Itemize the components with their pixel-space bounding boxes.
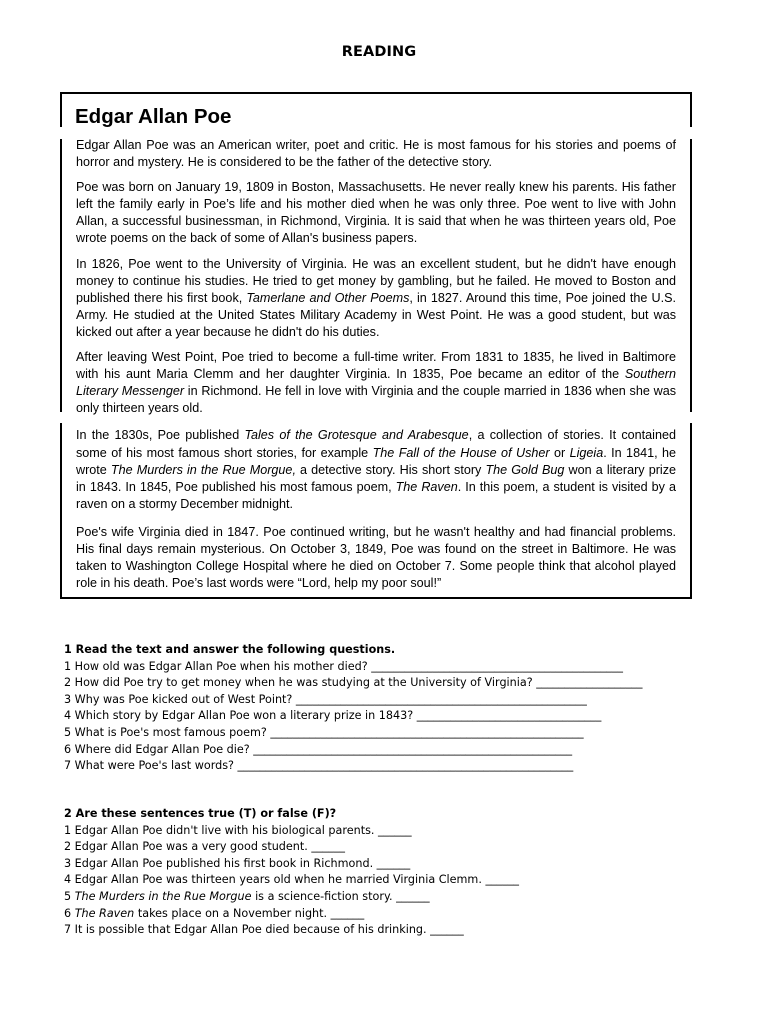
exercise-2-heading: 2 Are these sentences true (T) or false (F)? [64,807,337,820]
statement-1: 1 Edgar Allan Poe didn't live with his biological parents. ______ [64,823,412,837]
box-border-top [60,92,692,94]
question-7: 7 What were Poe's last words? ____________________________________________________________ [64,759,574,773]
statement-3: 3 Edgar Allan Poe published his first book in Richmond. ______ [64,856,411,870]
statement-5: 5 The Murders in the Rue Morgue is a science-fiction story. ______ [64,889,430,903]
exercise-2 [64,806,704,939]
question-5: 5 What is Poe's most famous poem? ________________________________________________________ [64,725,584,739]
article-title: Edgar Allan Poe [75,105,232,128]
statement-6: 6 The Raven takes place on a November night. ______ [64,906,365,920]
question-6: 6 Where did Edgar Allan Poe die? _________________________________________________________ [64,742,573,756]
paragraph-early-life: Poe was born on January 19, 1809 in Boston, Massachusetts. He never really knew his parents. His father left the family early in Poe’s life and his mother died when he was only three. Poe went to live with John Allan, a successful businessman, in Richmond, Virginia. It is said that when he was thirteen years old, Poe wrote poems on the back of some of Allan's business papers. [76,180,676,246]
statement-2: 2 Edgar Allan Poe was a very good student. ______ [64,840,345,854]
article-body [76,137,676,600]
paragraph-works: In the 1830s, Poe published Tales of the Grotesque and Arabesque, a collection of stories. It contained some of his most famous short stories, for example The Fall of the House of Usher or Ligeia. In 1841, he wrote The Murders in the Rue Morgue, a detective story. His short story The Gold Bug won a literary prize in 1843. In 1845, Poe published his most famous poem, The Raven. In this poem, a student is visited by a raven on a stormy December midnight. [76,428,677,511]
exercise-1-heading: 1 Read the text and answer the following questions. [64,643,396,656]
paragraph-intro: Edgar Allan Poe was an American writer, poet and critic. He is most famous for his stories and poems of horror and mystery. He is considered to be the father of the detective story. [76,138,676,170]
box-border-left-segment [60,423,62,599]
question-3: 3 Why was Poe kicked out of West Point? ____________________________________________________ [64,692,587,706]
exercise-1 [64,642,704,775]
magazine-title: Southern Literary Messenger [76,367,676,399]
statement-4: 4 Edgar Allan Poe was thirteen years old when he married Virginia Clemm. ______ [64,873,520,887]
question-1: 1 How old was Edgar Allan Poe when his mother died? _____________________________________________ [64,659,623,673]
box-border-right-segment [690,423,692,599]
paragraph-career: After leaving West Point, Poe tried to become a full-time writer. From 1831 to 1835, he lived in Baltimore with his aunt Maria Clemm and her daughter Virginia. In 1835, Poe became an editor of the Southern Literary Messenger in Richmond. He fell in love with Virginia and the couple married in 1836 when she was only thirteen years old. [76,350,676,416]
question-2: 2 How did Poe try to get money when he was studying at the University of Virginia? ___________________ [64,676,643,690]
book-title: Tamerlane and Other Poems [246,290,410,305]
paragraph-education: In 1826, Poe went to the University of Virginia. He was an excellent student, but he didn't have enough money to continue his studies. He tried to get money by gambling, but he failed. He moved to Boston and published there his first book, Tamerlane and Other Poems, in 1827. Around this time, Poe joined the U.S. Army. He studied at the United States Military Academy in West Point. He was a good student, but was kicked out after a year because he didn't do his duties. [76,256,676,339]
paragraph-death: Poe's wife Virginia died in 1847. Poe continued writing, but he wasn't healthy and had financial problems. His final days remain mysterious. On October 3, 1849, Poe was found on the street in Baltimore. He was taken to Washington College Hospital where he died on October 7. Some people think that alcohol played role in his death. Poe’s last words were “Lord, help my poor soul!” [76,524,676,591]
page-title: READING [341,44,417,60]
box-border-left-segment [60,139,62,412]
reading-passage-box [60,92,692,599]
box-border-left-segment [60,92,62,127]
box-border-right-segment [690,92,692,127]
statement-7: 7 It is possible that Edgar Allan Poe died because of his drinking. ______ [64,923,464,937]
box-border-right-segment [690,139,692,412]
question-4: 4 Which story by Edgar Allan Poe won a literary prize in 1843? _________________________________ [64,709,602,723]
